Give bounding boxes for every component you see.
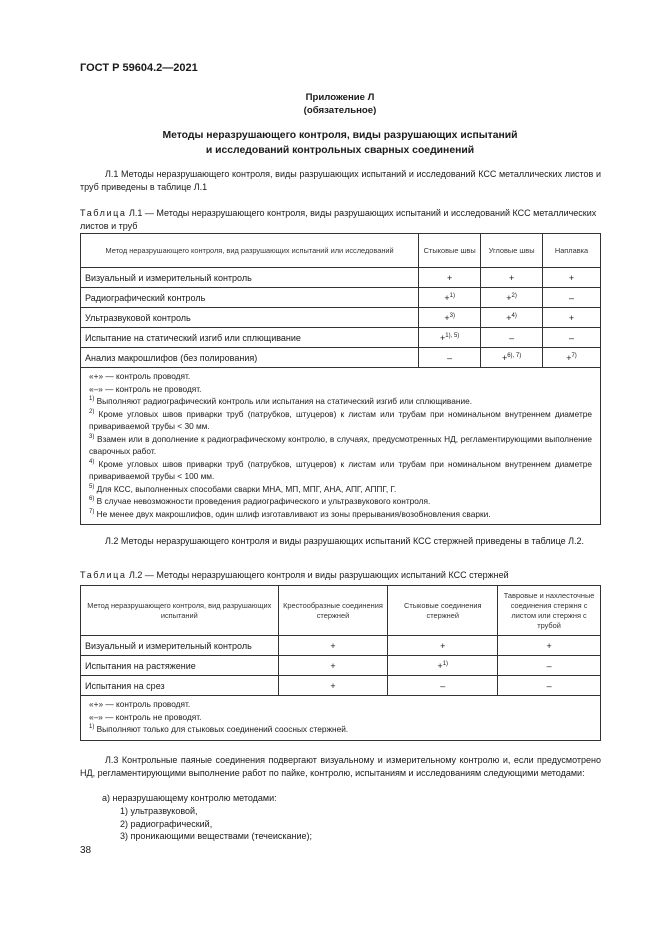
table1-cell-method: Анализ макрошлифов (без полирования) <box>81 348 419 368</box>
footnote-ref: 1) <box>442 660 449 667</box>
table2-cell-tee: – <box>498 676 601 696</box>
section-title-line2: и исследований контрольных сварных соединений <box>205 145 475 156</box>
table2-cell-method: Испытания на срез <box>81 676 279 696</box>
footnote: $^{4)}$ Кроме угловых швов приварки труб (патрубков, штуцеров) к листам или трубам при номинальном внутреннем диаметре привариваемой трубы < 100 мм. <box>89 458 592 481</box>
table1-cell-fillet: – <box>509 332 515 343</box>
table1-cell-overlay: – <box>569 332 575 343</box>
table1-cell-method: Ультразвуковой контроль <box>81 308 419 328</box>
table-row <box>81 676 601 696</box>
table1-cell-butt: + <box>440 332 446 343</box>
table2-cell-butt: + <box>437 660 443 671</box>
footnote: $^{1)}$ Выполняют радиографический контроль или испытания на статический изгиб или сплющивание. <box>89 396 472 406</box>
footnote: $^{3)}$ Взамен или в дополнение к радиографическому контролю, в случаях, предусмотренных НД, регламентирующими выполнение сварочных работ. <box>89 433 592 456</box>
table2-caption <box>80 569 601 582</box>
table1-notes <box>81 368 601 525</box>
legend-minus: «–» — контроль не проводят. <box>89 383 202 394</box>
table1-cell-fillet: + <box>508 272 515 283</box>
table2-header-butt: Стыковые соединения стержней <box>388 586 498 636</box>
list-item: а) неразрушающему контролю методами: <box>102 793 277 803</box>
table2-cell-cross: + <box>278 656 388 676</box>
table-row <box>81 288 601 308</box>
table1-cell-butt: – <box>447 352 453 363</box>
table2-cell-cross: + <box>278 676 388 696</box>
list-item: 3) проникающими веществами (течеискание); <box>120 831 313 841</box>
table1-caption-label: Таблица <box>80 208 127 218</box>
table2-cell-butt: – <box>440 680 446 691</box>
table-row <box>81 348 601 368</box>
table1-header-butt: Стыковые швы <box>419 234 481 268</box>
table1-cell-fillet: + <box>506 312 512 323</box>
table-l2 <box>80 585 601 741</box>
list-item: 1) ультразвуковой, <box>120 806 198 816</box>
paragraph-l3: Л.3 Контрольные паяные соединения подвергают визуальному и измерительному контролю и, если предусмотрено НД, регламентирующими выполнение работ по пайке, контролю, испытаниям и исследованиям следующими методами: <box>80 755 601 778</box>
footnote-ref: 2) <box>511 292 517 299</box>
table1-cell-overlay: + <box>568 312 575 323</box>
table2-cell-tee: – <box>498 656 601 676</box>
legend-minus: «–» — контроль не проводят. <box>89 711 202 722</box>
table2-cell-method: Испытания на растяжение <box>81 656 279 676</box>
table1-cell-butt: + <box>447 272 453 283</box>
standard-header: ГОСТ Р 59604.2—2021 <box>80 62 198 74</box>
appendix-status: (обязательное) <box>303 105 377 116</box>
table2-cell-method: Визуальный и измерительный контроль <box>81 636 279 656</box>
footnote: $^{1)}$ Выполняют только для стыковых соединений соосных стержней. <box>89 724 349 734</box>
table-row <box>81 328 601 348</box>
table2-cell-butt: + <box>440 640 446 651</box>
table1-cell-method: Визуальный и измерительный контроль <box>81 268 419 288</box>
table2-header-method: Метод неразрушающего контроля, вид разрушающих испытаний <box>81 586 279 636</box>
table1-cell-overlay: + <box>568 272 575 283</box>
table1-header-fillet: Угловые швы <box>481 234 543 268</box>
table2-notes <box>81 696 601 741</box>
table2-caption-label: Таблица <box>80 570 127 580</box>
table2-cell-cross: + <box>278 636 388 656</box>
table1-cell-butt: + <box>444 312 450 323</box>
footnote: $^{5)}$ Для КСС, выполненных способами сварки МНА, МП, МПГ, АНА, АПГ, АППГ, Г. <box>89 483 397 494</box>
table1-header-overlay: Наплавка <box>543 234 601 268</box>
footnote: $^{7)}$ Не менее двух макрошлифов, один шлиф изготавливают из зоны прерывания/возобновления сварки. <box>89 508 491 519</box>
page-number: 38 <box>80 845 92 856</box>
table2-caption-text: Л.2 — Методы неразрушающего контроля и виды разрушающих испытаний КСС стержней <box>126 570 509 580</box>
table1-cell-butt: + <box>444 292 450 303</box>
table2-header-cross: Крестообразные соединения стержней <box>278 586 388 636</box>
table2-header-tee: Тавровые и нахлесточные соединения стержня с листом или стержня с трубой <box>498 586 601 636</box>
table-l1 <box>80 233 601 525</box>
table1-cell-fillet: + <box>501 352 508 363</box>
footnote-ref: 7) <box>571 352 577 359</box>
paragraph-l1: Л.1 Методы неразрушающего контроля, виды разрушающих испытаний и исследований КСС металлических листов и труб приведены в таблице Л.1 <box>80 169 601 192</box>
table-row <box>81 656 601 676</box>
footnote: $^{6)}$ В случае невозможности проведения радиографического и ультразвукового контроля. <box>89 496 431 506</box>
table-row <box>81 268 601 288</box>
legend-plus: «+» — контроль проводят. <box>89 371 191 381</box>
footnote-ref: 6), 7) <box>507 352 522 359</box>
table1-header-method: Метод неразрушающего контроля, вид разрушающих испытаний или исследований <box>81 234 419 268</box>
table1-cell-overlay: + <box>566 352 572 363</box>
footnote-ref: 1) <box>449 292 455 299</box>
footnote: $^{2)}$ Кроме угловых швов приварки труб (патрубков, штуцеров) к листам или трубам при номинальном внутреннем диаметре привариваемой трубы < 30 мм. <box>89 408 592 431</box>
table1-caption-text: Л.1 — Методы неразрушающего контроля, виды разрушающих испытаний и исследований КСС металлических листов и труб <box>80 208 597 231</box>
table2-cell-tee: + <box>498 636 601 656</box>
table1-cell-method: Радиографический контроль <box>81 288 419 308</box>
section-title-line1: Методы неразрушающего контроля, виды разрушающих испытаний <box>162 130 518 141</box>
footnote-ref: 3) <box>449 312 455 319</box>
table1-cell-fillet: + <box>506 292 512 303</box>
table-row <box>81 308 601 328</box>
table1-caption <box>80 207 601 233</box>
table1-cell-method: Испытание на статический изгиб или сплющивание <box>81 328 419 348</box>
appendix-title: Приложение Л <box>305 92 375 103</box>
paragraph-l2: Л.2 Методы неразрушающего контроля и виды разрушающих испытаний КСС стержней приведены в таблице Л.2. <box>105 536 585 546</box>
table1-cell-overlay: – <box>569 292 575 303</box>
footnote-ref: 4) <box>511 312 517 319</box>
footnote-ref: 1), 5) <box>445 332 460 339</box>
table-row <box>81 636 601 656</box>
legend-plus: «+» — контроль проводят. <box>89 699 191 709</box>
list-item: 2) радиографический, <box>120 819 213 829</box>
